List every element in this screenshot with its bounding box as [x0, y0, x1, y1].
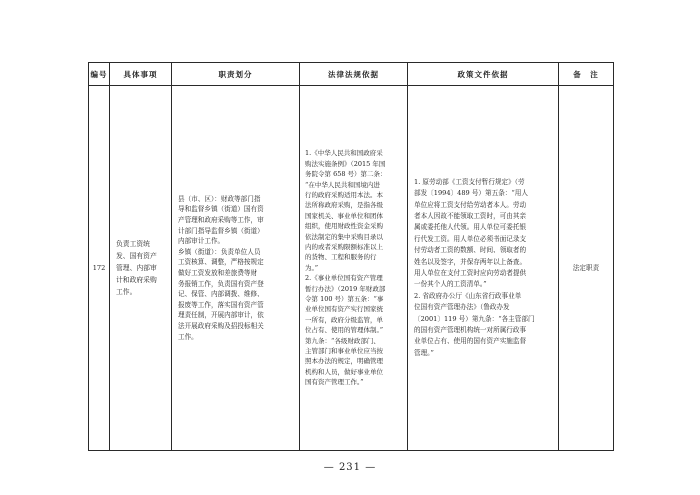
- duty-cell: [172, 86, 300, 451]
- duty-table: [88, 62, 614, 451]
- header-law: 法律法规依据: [300, 63, 408, 86]
- duty-text: 县（市、区）：财政等部门指 导和监督乡镇（街道）国有资 产管理和政府采购等工作，审 计部门指导监督乡镇（街道） 内部审计工作。 乡镇（街道）：负责单位人员 工资核算、调整，严格按规定 做好工资发放和差旅费等财 务报销工作，负责国有资产登 记、保管、内部调拨、维修、 报废等工作，落实国有资产管 理责任制，开展内部审计，依 法开展政府采购及招投标相关 工作。: [178, 194, 264, 341]
- law-text: 1.《中华人民共和国政府采 购法实施条例》（2015 年国 务院令第 658 号）第二条： “在中华人民共和国境内进 行的政府采购适用本法。本 法所称政府采购，是指各级 国家机关、事业单位和团体 组织，使用财政性资金采购 依法制定的集中采购目录以 内的或者采购限额标准以上 的货物、工程和服务的行 为。” 2.《事业单位国有资产管理 暂行办法》（2019 年财政部 令第 100 号）第五条：“事 业单位国有资产实行国家统 一所有，政府分级监管，单 位占有、使用的管理体制。” 第九条：“各级财政部门、 主管部门和事业单位应当按 照本办法的规定，明确管理 机构和人员，做好事业单位 国有资产管理工作。”: [305, 149, 387, 387]
- header-policy: 政策文件依据: [408, 63, 559, 86]
- law-cell: [300, 86, 408, 451]
- policy-cell: [408, 86, 559, 451]
- row-number: 172: [89, 86, 110, 451]
- table-header-row: [89, 63, 614, 86]
- header-note: 备 注: [559, 63, 614, 86]
- header-duty: 职责划分: [172, 63, 300, 86]
- note-cell: 法定职责: [559, 86, 614, 451]
- item-text: 负责工资统 发、国有资产 管理、内部审 计和政府采购 工作。: [116, 240, 157, 296]
- item-cell: [110, 86, 172, 451]
- page-number: — 231 —: [323, 462, 377, 473]
- header-item: 具体事项: [110, 63, 172, 86]
- header-no: 编号: [89, 63, 110, 86]
- table-row: [89, 86, 614, 451]
- policy-text: 1. 原劳动部《工资支付暂行规定》（劳 部发〔1994〕489 号）第五条：“用人 单位应将工资支付给劳动者本人。劳动 者本人因故不能领取工资时，可由其亲 属或委托他人代领。用人单位可委托银 行代发工资。用人单位必须书面记录支 付劳动者工资的数额、时间、领取者的 姓名以及签字，并保存两年以上备查。 用人单位在支付工资时应向劳动者提供 一份其个人的工资清单。” 2. 省政府办公厅《山东省行政事业单 位国有资产管理办法》（鲁政办发 〔2001〕119 号）第九条：“各主管部门 的国有资产管理机构统一对所属行政事 业单位占有、使用的国有资产实施监督 管理。”: [414, 177, 535, 357]
